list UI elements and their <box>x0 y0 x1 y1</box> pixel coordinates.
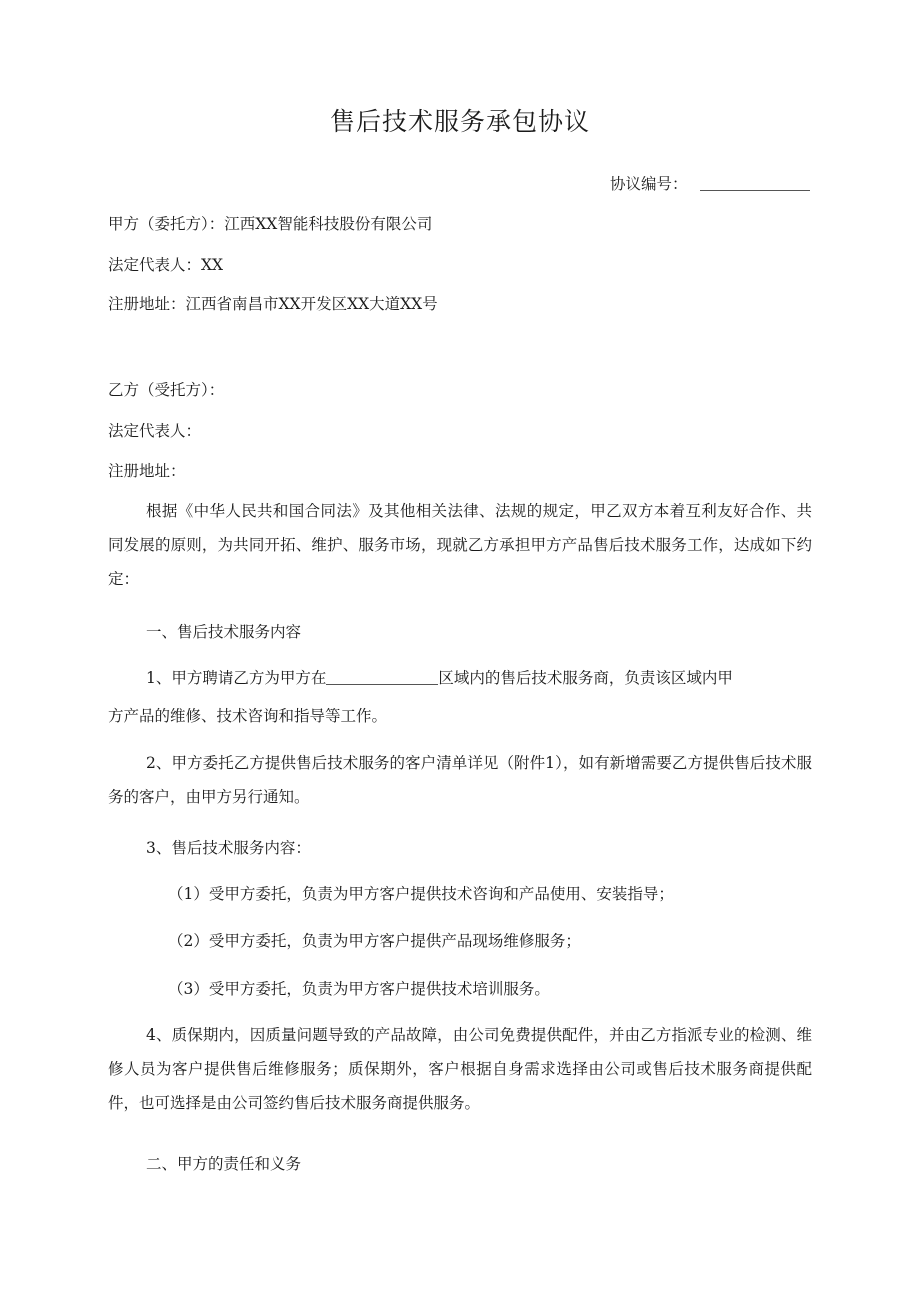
item-2-paragraph: 2、甲方委托乙方提供售后技术服务的客户清单详见（附件1），如有新增需要乙方提供售后技术服务的客户，由甲方另行通知。 <box>108 754 812 806</box>
item-1-line-1: 1、甲方聘请乙方为甲方在 区域内的售后技术服务商，负责该区域内甲 <box>146 669 733 687</box>
preamble-paragraph: 根据《中华人民共和国合同法》及其他相关法律、法规的规定，甲乙双方本着互利友好合作、共同发展的原则，为共同开拓、维护、服务市场，现就乙方承担甲方产品售后技术服务工作，达成如下约定： <box>108 502 812 588</box>
section-1-heading: 一、售后技术服务内容 <box>146 623 302 641</box>
document-title: 售后技术服务承包协议 <box>329 107 590 136</box>
party-a-name: 甲方（委托方）：江西XX智能科技股份有限公司 <box>108 215 433 233</box>
sub-item-2: （2）受甲方委托，负责为甲方客户提供产品现场维修服务； <box>168 932 581 950</box>
item-4-paragraph: 4、质保期内，因质量问题导致的产品故障，由公司免费提供配件，并由乙方指派专业的检测、维修人员为客户提供售后维修服务；质保期外，客户根据自身需求选择由公司或售后技术服务商提供配件，也可选择是由公司签约售后技术服务商提供服务。 <box>108 1026 812 1112</box>
section-2-heading: 二、甲方的责任和义务 <box>146 1155 302 1173</box>
party-a-representative: 法定代表人：XX <box>108 256 224 274</box>
party-b-representative: 法定代表人： <box>108 422 202 440</box>
sub-item-1: （1）受甲方委托，负责为甲方客户提供技术咨询和产品使用、安装指导； <box>168 885 674 903</box>
agreement-number-label: 协议编号： <box>610 175 688 193</box>
item-3-heading: 3、售后技术服务内容： <box>146 839 311 857</box>
party-b-address: 注册地址： <box>108 462 186 480</box>
agreement-number <box>610 174 810 194</box>
party-b-name: 乙方（受托方）： <box>108 381 225 399</box>
agreement-number-blank <box>700 174 810 191</box>
item-1-line-2: 方产品的维修、技术咨询和指导等工作。 <box>108 707 388 725</box>
sub-item-3: （3）受甲方委托，负责为甲方客户提供技术培训服务。 <box>168 980 550 998</box>
region-blank <box>326 668 438 685</box>
party-a-address: 注册地址：江西省南昌市XX开发区XX大道XX号 <box>108 295 438 313</box>
